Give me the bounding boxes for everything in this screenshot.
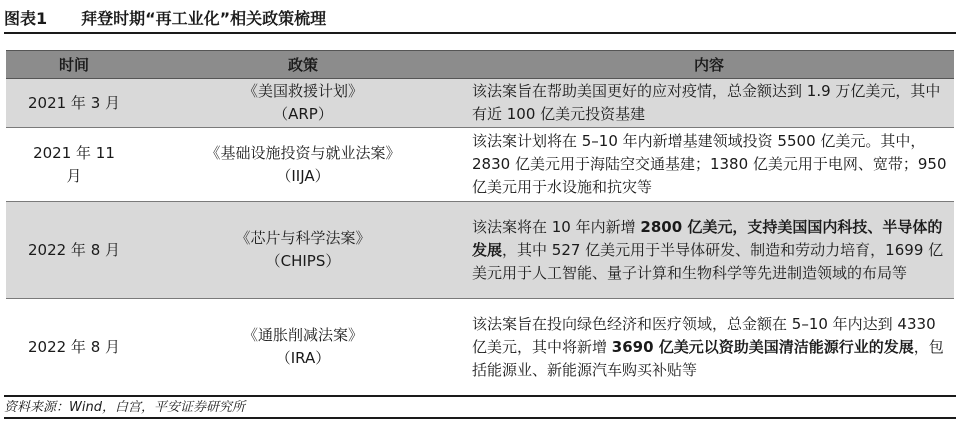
figure-label: 图表1 <box>4 9 48 28</box>
policy-cell <box>142 79 464 128</box>
policy-name: 《基础设施投资与就业法案》 <box>205 143 401 162</box>
column-header-content: 内容 <box>464 51 954 79</box>
policy-cell <box>142 202 464 299</box>
policy-table <box>6 50 954 396</box>
time-cell: 2021 年 3 月 <box>6 79 142 128</box>
policy-abbr: （CHIPS） <box>265 252 341 270</box>
content-bold: 3690 亿美元以资助美国清洁能源行业的发展 <box>611 337 914 356</box>
policy-name: 《芯片与科学法案》 <box>235 229 371 247</box>
content-cell <box>464 79 954 128</box>
policy-abbr: （ARP） <box>273 105 333 123</box>
table-row <box>6 79 954 128</box>
content-cell <box>464 128 954 202</box>
time-cell: 2022 年 8 月 <box>6 299 142 396</box>
table-row <box>6 202 954 299</box>
policy-name: 《美国救援计划》 <box>242 82 363 100</box>
figure-heading: 拜登时期“再工业化”相关政策梳理 <box>81 9 327 28</box>
content-cell <box>464 299 954 396</box>
policy-cell <box>142 299 464 396</box>
policy-cell <box>142 128 464 202</box>
table-header-row <box>6 51 954 79</box>
content-text-2: ，包括能源业、新能源汽车购买补贴等 <box>472 337 944 379</box>
time-cell: 2022 年 8 月 <box>6 202 142 299</box>
policy-abbr: （IRA） <box>275 349 331 367</box>
policy-name: 《通胀削减法案》 <box>242 326 363 344</box>
content-text: 该法案将在 10 年内新增 <box>472 217 641 236</box>
table-row <box>6 299 954 396</box>
content-text: 该法案旨在投向绿色经济和医疗领域，总金额在 5–10 年内达到 4330 亿美元，其中将新增 <box>472 314 936 356</box>
content-text: 该法案计划将在 5–10 年内新增基建领域投资 5500 亿美元。其中，2830 亿美元用于海陆空交通基建；1380 亿美元用于电网、宽带；950 亿美元用于水设施和抗灾等 <box>472 132 947 196</box>
policy-abbr: （IIJA） <box>276 166 330 185</box>
table-row <box>6 128 954 202</box>
column-header-policy: 政策 <box>142 51 464 79</box>
content-cell <box>464 202 954 299</box>
time-cell: 2021 年 11 月 <box>6 128 142 202</box>
figure-title <box>4 4 956 34</box>
content-text: 该法案旨在帮助美国更好的应对疫情，总金额达到 1.9 万亿美元，其中有近 100 亿美元投资基建 <box>472 82 941 123</box>
content-bold: 2800 亿美元，支持美国国内科技、半导体的发展 <box>472 217 943 259</box>
source-note: 资料来源：Wind，白宫，平安证券研究所 <box>4 395 956 419</box>
column-header-time: 时间 <box>6 51 142 79</box>
content-text-2: ，其中 527 亿美元用于半导体研发、制造和劳动力培育，1699 亿美元用于人工智能、量子计算和生物科学等先进制造领域的布局等 <box>472 240 944 282</box>
